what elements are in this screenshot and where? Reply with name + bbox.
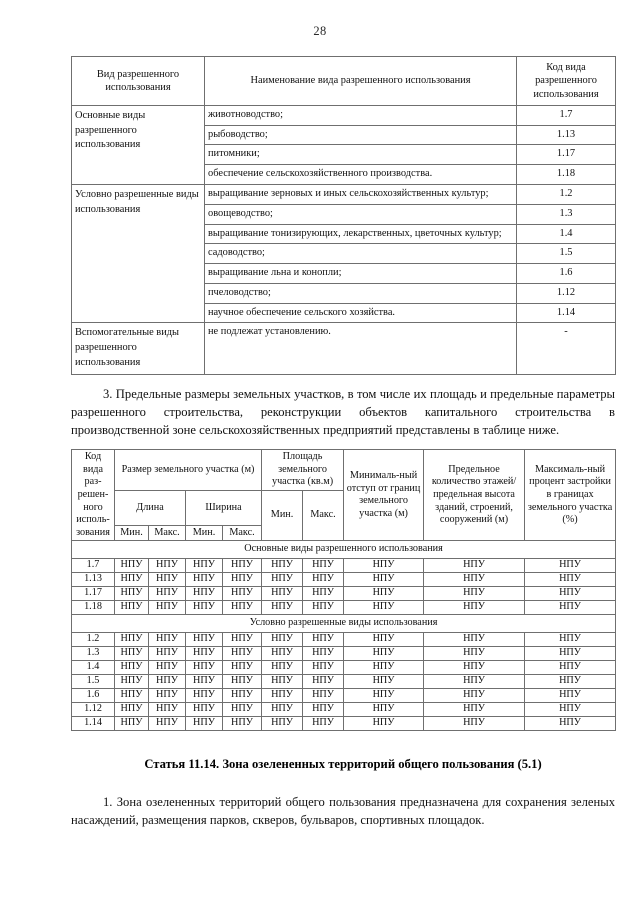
cell-coverage: НПУ [525,632,616,646]
table-row [72,323,616,375]
cell-area-max: НПУ [303,674,344,688]
cell-setback: НПУ [344,632,424,646]
cell-width-min: НПУ [186,632,223,646]
cell-code: 1.5 [72,674,115,688]
cell-length-min: НПУ [115,559,149,573]
article-paragraph-1: 1. Зона озелененных территорий общего пользования предназначена для сохранения зеленых насаждений, размещения парков, скверов, бульваров, спортивных площадок. [71,794,615,827]
cell-width-min: НПУ [186,660,223,674]
header-parcel-area: Площадь земельного участка (кв.м) [262,449,344,490]
cell-length-min: НПУ [115,632,149,646]
use-code-cell: 1.4 [517,224,616,244]
cell-length-max: НПУ [149,601,186,615]
cell-code: 1.12 [72,702,115,716]
use-name-cell: не подлежат установлению. [205,323,517,375]
use-code-cell: 1.14 [517,303,616,323]
header-use-name: Наименование вида разрешенного использования [205,57,517,106]
header-max-coverage: Максималь-ный процент застройки в границах земельного участка (%) [525,449,616,540]
use-code-cell: 1.18 [517,165,616,185]
cell-code: 1.14 [72,716,115,730]
cell-length-max: НПУ [149,646,186,660]
cell-area-min: НПУ [262,716,303,730]
cell-width-min: НПУ [186,559,223,573]
cell-code: 1.18 [72,601,115,615]
header-width: Ширина [186,490,262,525]
table-row [72,702,616,716]
cell-length-max: НПУ [149,559,186,573]
header-min-setback: Минималь-ный отступ от границ земельного участка (м) [344,449,424,540]
cell-area-min: НПУ [262,559,303,573]
cell-area-max: НПУ [303,601,344,615]
cell-coverage: НПУ [525,573,616,587]
cell-floors: НПУ [424,716,525,730]
cell-length-min: НПУ [115,573,149,587]
use-name-cell: обеспечение сельскохозяйственного производства. [205,165,517,185]
cell-length-max: НПУ [149,688,186,702]
category-cell: Условно разрешенные виды использования [72,185,205,323]
cell-width-max: НПУ [223,674,262,688]
cell-floors: НПУ [424,674,525,688]
header-use-type: Вид разрешенного использования [72,57,205,106]
cell-coverage: НПУ [525,559,616,573]
use-code-cell: 1.17 [517,145,616,165]
cell-code: 1.6 [72,688,115,702]
cell-coverage: НПУ [525,601,616,615]
header-area-min: Мин. [262,490,303,541]
cell-width-min: НПУ [186,601,223,615]
cell-width-max: НПУ [223,559,262,573]
cell-area-min: НПУ [262,674,303,688]
table-section-row [72,615,616,633]
cell-length-min: НПУ [115,674,149,688]
cell-area-min: НПУ [262,601,303,615]
page-number: 28 [313,24,327,38]
cell-width-max: НПУ [223,688,262,702]
cell-floors: НПУ [424,559,525,573]
use-name-cell: пчеловодство; [205,283,517,303]
use-name-cell: выращивание зерновых и иных сельскохозяйственных культур; [205,185,517,205]
cell-length-min: НПУ [115,587,149,601]
table-row [72,688,616,702]
cell-width-max: НПУ [223,646,262,660]
use-code-cell: 1.5 [517,244,616,264]
table-row [72,105,616,125]
use-name-cell: научное обеспечение сельского хозяйства. [205,303,517,323]
cell-floors: НПУ [424,573,525,587]
table-row [72,716,616,730]
cell-area-max: НПУ [303,646,344,660]
cell-code: 1.17 [72,587,115,601]
cell-width-min: НПУ [186,573,223,587]
use-name-cell: выращивание тонизирующих, лекарственных, цветочных культур; [205,224,517,244]
cell-length-min: НПУ [115,646,149,660]
cell-length-min: НПУ [115,660,149,674]
table-row [72,559,616,573]
cell-length-max: НПУ [149,573,186,587]
cell-setback: НПУ [344,660,424,674]
cell-width-max: НПУ [223,660,262,674]
cell-length-min: НПУ [115,716,149,730]
cell-coverage: НПУ [525,587,616,601]
section-title-conditional-uses: Условно разрешенные виды использования [72,615,616,633]
header-length-max: Макс. [149,525,186,541]
cell-setback: НПУ [344,601,424,615]
header-area-max: Макс. [303,490,344,541]
cell-setback: НПУ [344,573,424,587]
cell-coverage: НПУ [525,646,616,660]
use-name-cell: овощеводство; [205,204,517,224]
table-size-limits [71,449,616,731]
article-heading: Статья 11.14. Зона озелененных территорий общего пользования (5.1) [144,756,542,771]
cell-setback: НПУ [344,559,424,573]
cell-width-max: НПУ [223,716,262,730]
cell-length-min: НПУ [115,702,149,716]
cell-length-max: НПУ [149,587,186,601]
cell-width-min: НПУ [186,688,223,702]
cell-floors: НПУ [424,702,525,716]
table-header-row [72,449,616,490]
cell-length-max: НПУ [149,632,186,646]
header-code: Код вида раз-решен-ного исполь-зования [72,449,115,540]
cell-coverage: НПУ [525,674,616,688]
cell-floors: НПУ [424,688,525,702]
cell-floors: НПУ [424,601,525,615]
header-max-floors: Предельное количество этажей/ предельная высота зданий, строений, сооружений (м) [424,449,525,540]
cell-code: 1.2 [72,632,115,646]
use-name-cell: выращивание льна и конопли; [205,264,517,284]
table-row [72,646,616,660]
table-row [72,185,616,205]
cell-area-min: НПУ [262,660,303,674]
cell-width-max: НПУ [223,573,262,587]
header-length-min: Мин. [115,525,149,541]
cell-coverage: НПУ [525,688,616,702]
use-code-cell: 1.2 [517,185,616,205]
table-row [72,573,616,587]
cell-area-max: НПУ [303,632,344,646]
table-row [72,601,616,615]
use-code-cell: 1.12 [517,283,616,303]
use-name-cell: питомники; [205,145,517,165]
cell-area-min: НПУ [262,688,303,702]
cell-area-min: НПУ [262,573,303,587]
cell-code: 1.7 [72,559,115,573]
cell-length-max: НПУ [149,674,186,688]
cell-area-min: НПУ [262,702,303,716]
cell-area-min: НПУ [262,632,303,646]
category-cell: Основные виды разрешенного использования [72,105,205,184]
header-use-code: Код вида разрешенного использования [517,57,616,106]
cell-floors: НПУ [424,660,525,674]
cell-area-max: НПУ [303,587,344,601]
cell-length-min: НПУ [115,601,149,615]
cell-coverage: НПУ [525,702,616,716]
header-parcel-size: Размер земельного участка (м) [115,449,262,490]
table-header-row [72,57,616,106]
cell-setback: НПУ [344,688,424,702]
cell-width-min: НПУ [186,716,223,730]
cell-code: 1.3 [72,646,115,660]
category-cell: Вспомогательные виды разрешенного использования [72,323,205,375]
cell-width-max: НПУ [223,601,262,615]
cell-setback: НПУ [344,646,424,660]
use-name-cell: животноводство; [205,105,517,125]
use-code-cell: 1.13 [517,125,616,145]
cell-area-max: НПУ [303,688,344,702]
cell-area-max: НПУ [303,573,344,587]
cell-code: 1.13 [72,573,115,587]
cell-width-min: НПУ [186,646,223,660]
cell-coverage: НПУ [525,716,616,730]
page-content [71,56,615,839]
cell-width-max: НПУ [223,702,262,716]
use-code-cell: 1.6 [517,264,616,284]
paragraph-limits-intro: 3. Предельные размеры земельных участков, в том числе их площадь и предельные параметры разрешенного строительства, реконструкции объектов капитального строительства в производственной зоне сельскохозяйственных предприятий представлены в таблице ниже. [71,387,615,438]
cell-setback: НПУ [344,674,424,688]
use-code-cell: - [517,323,616,375]
use-code-cell: 1.7 [517,105,616,125]
cell-width-max: НПУ [223,632,262,646]
cell-area-max: НПУ [303,660,344,674]
table-row [72,632,616,646]
use-name-cell: рыбоводство; [205,125,517,145]
table-row [72,660,616,674]
cell-width-min: НПУ [186,702,223,716]
cell-setback: НПУ [344,716,424,730]
cell-length-min: НПУ [115,688,149,702]
cell-length-max: НПУ [149,702,186,716]
use-code-cell: 1.3 [517,204,616,224]
cell-code: 1.4 [72,660,115,674]
cell-setback: НПУ [344,587,424,601]
header-width-min: Мин. [186,525,223,541]
table-permitted-uses [71,56,616,375]
cell-area-max: НПУ [303,702,344,716]
cell-coverage: НПУ [525,660,616,674]
cell-area-min: НПУ [262,646,303,660]
cell-area-max: НПУ [303,559,344,573]
header-width-max: Макс. [223,525,262,541]
cell-area-max: НПУ [303,716,344,730]
cell-area-min: НПУ [262,587,303,601]
section-title-main-uses: Основные виды разрешенного использования [72,541,616,559]
cell-width-max: НПУ [223,587,262,601]
table-row [72,587,616,601]
use-name-cell: садоводство; [205,244,517,264]
cell-setback: НПУ [344,702,424,716]
cell-length-max: НПУ [149,660,186,674]
cell-floors: НПУ [424,587,525,601]
header-length: Длина [115,490,186,525]
cell-floors: НПУ [424,646,525,660]
table-row [72,674,616,688]
cell-length-max: НПУ [149,716,186,730]
table-section-row [72,541,616,559]
cell-width-min: НПУ [186,674,223,688]
cell-width-min: НПУ [186,587,223,601]
cell-floors: НПУ [424,632,525,646]
